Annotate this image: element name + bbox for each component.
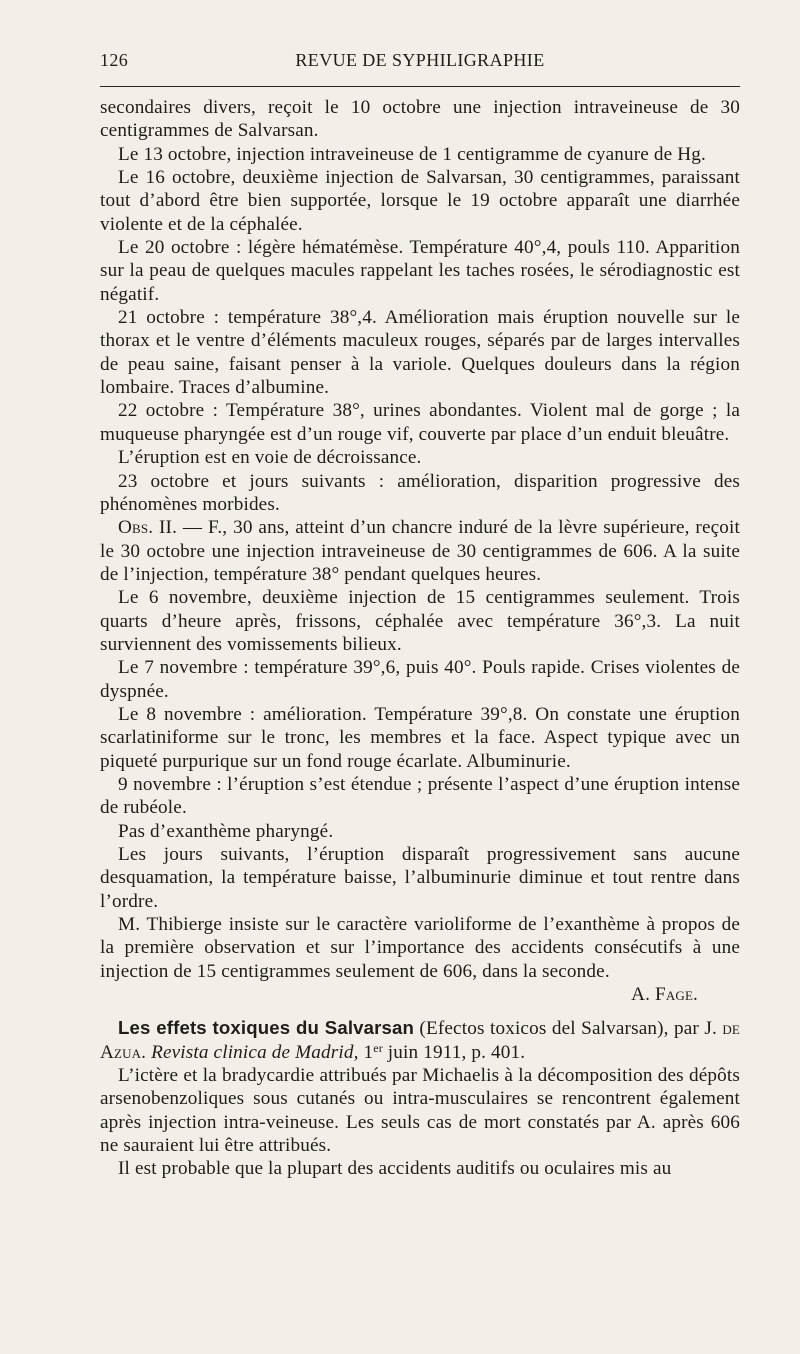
review-spanish-title: (Efectos toxicos del Salvarsan), par [414, 1018, 705, 1040]
paragraph: Les jours suivants, l’éruption disparaît progressivement sans aucune desquamation, la température baisse, l’albuminurie diminue et tout rentre dans l’ordre. [100, 844, 740, 912]
signature: A. Fage. [631, 984, 698, 1006]
review-author: J. de Azua. [100, 1018, 740, 1063]
paragraph: 23 octobre et jours suivants : amélioration, disparition progressive des phénomènes morbides. [100, 470, 740, 515]
page-number: 126 [100, 50, 129, 70]
review-date: juin 1911, p. 401. [382, 1041, 526, 1063]
paragraph: 22 octobre : Température 38°, urines abondantes. Violent mal de gorge ; la muqueuse pharyngée est d’un rouge vif, couverte par place d’un enduit bleuâtre. [100, 400, 740, 445]
paragraph: Le 20 octobre : légère hématémèse. Température 40°,4, pouls 110. Apparition sur la peau de quelques macules rappelant les taches rosées, le sérodiagnostic est négatif. [100, 237, 740, 305]
paragraph: Pas d’exanthème pharyngé. [118, 820, 334, 842]
paragraph: M. Thibierge insiste sur le caractère varioliforme de l’exanthème à propos de la première observation et sur l’importance des accidents consécutifs à une injection de 15 centigrammes seulement de 606, dans la seconde. [100, 914, 740, 982]
paragraph: Le 8 novembre : amélioration. Température 39°,8. On constate une éruption scarlatiniforme sur le tronc, les membres et la face. Aspect typique avec un piqueté purpurique sur un fond rouge écarlate. Albuminurie. [100, 703, 740, 772]
paragraph: 21 octobre : température 38°,4. Amélioration mais éruption nouvelle sur le thorax et le ventre d’éléments maculeux rouges, séparés par de larges intervalles de peau saine, faisant penser à la variole. Quelques douleurs dans la région lombaire. Traces d’albumine. [100, 307, 740, 399]
paragraph: Le 7 novembre : température 39°,6, puis 40°. Pouls rapide. Crises violentes de dyspnée. [100, 657, 740, 702]
paragraph: L’éruption est en voie de décroissance. [118, 447, 422, 469]
review-journal: Revista clinica de Madrid, [146, 1041, 359, 1063]
paragraph: Le 13 octobre, injection intraveineuse de 1 centigramme de cyanure de Hg. [118, 143, 706, 165]
header-rule [100, 86, 740, 87]
paragraph: secondaires divers, reçoit le 10 octobre une injection intraveineuse de 30 centigrammes de Salvarsan. [100, 97, 740, 142]
review-day-superscript: er [373, 1040, 383, 1055]
running-title: REVUE DE SYPHILIGRAPHIE [295, 50, 545, 70]
paragraph: Le 16 octobre, deuxième injection de Salvarsan, 30 centigrammes, paraissant tout d’abord être bien supportée, lorsque le 19 octobre apparaît une diarrhée violente et de la céphalée. [100, 167, 740, 235]
review-heading [100, 1016, 740, 1064]
observation-text: — F., 30 ans, atteint d’un chancre induré de la lèvre supérieure, reçoit le 30 octobre une injection intraveineuse de 30 centigrammes de 606. A la suite de l’injection, température 38° pendant quelques heures. [100, 517, 740, 585]
paragraph: Le 6 novembre, deuxième injection de 15 centigrammes seulement. Trois quarts d’heure après, frissons, céphalée avec température 36°,3. La nuit surviennent des vomissements bilieux. [100, 587, 740, 655]
paragraph: 9 novembre : l’éruption s’est étendue ; présente l’aspect d’une éruption intense de rubéole. [100, 773, 740, 819]
review-day: 1 [358, 1041, 374, 1063]
body-text [100, 96, 740, 1181]
observation-label: Obs. II. [118, 517, 178, 539]
observation-paragraph [100, 516, 740, 586]
paragraph: L’ictère et la bradycardie attribués par Michaelis à la décomposition des dépôts arsenobenzoliques sous cutanés ou intra-musculaires se rencontrent également après injection intra-veineuse. Les seuls cas de mort constatés par A. après 606 ne sauraient lui être attribués. [100, 1065, 740, 1157]
review-title: Les effets toxiques du Salvarsan [118, 1017, 415, 1039]
paragraph: Il est probable que la plupart des accidents auditifs ou oculaires mis au [118, 1158, 672, 1180]
page-header [100, 50, 740, 74]
